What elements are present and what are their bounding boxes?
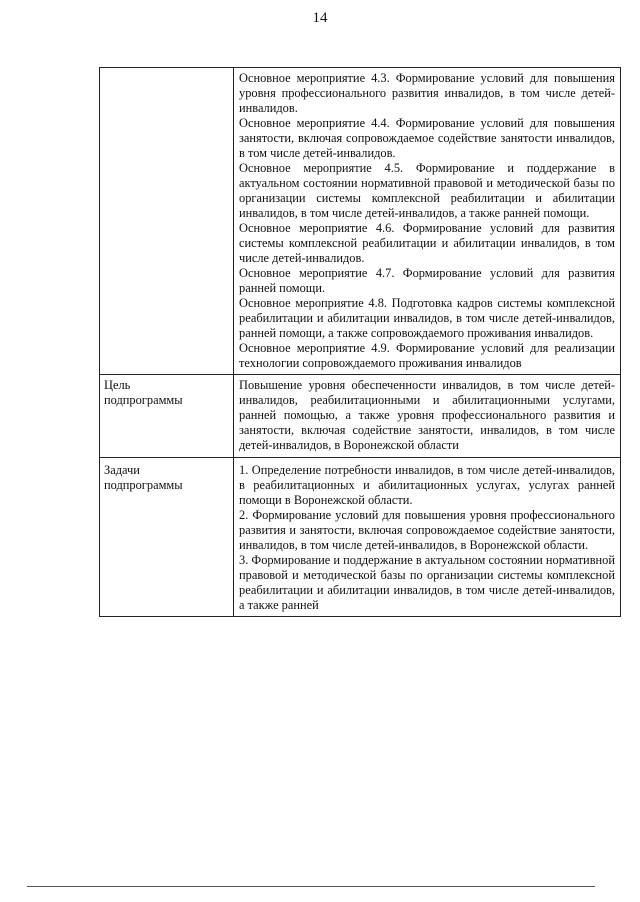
row-label-empty bbox=[100, 68, 234, 375]
activity-4-5: Основное мероприятие 4.5. Формирование и поддержание в актуальном состоянии нормативной правовой и методической базы по организации системы комплексной реабилитации и абилитации инвалидов, в том числе детей-инвалидов, а также ранней помощи. bbox=[239, 161, 615, 220]
table-row-main-activities bbox=[100, 68, 621, 375]
activity-4-3: Основное мероприятие 4.3. Формирование условий для повышения уровня профессионального развития инвалидов, в том числе детей-инвалидов. bbox=[239, 71, 615, 115]
subprogram-passport-table bbox=[99, 67, 621, 617]
tasks-label-cell bbox=[100, 458, 234, 617]
activity-4-4: Основное мероприятие 4.4. Формирование условий для повышения занятости, включая сопровождаемое содействие занятости инвалидов, в том числе детей-инвалидов. bbox=[239, 116, 615, 160]
table-row-goal bbox=[100, 375, 621, 458]
page-number: 14 bbox=[312, 10, 328, 26]
task-1: 1. Определение потребности инвалидов, в том числе детей-инвалидов, в реабилитационных и абилитационных услугах, услугах ранней помощи в Воронежской области. bbox=[239, 463, 615, 507]
goal-label-line1: Цель bbox=[104, 378, 131, 392]
goal-text: Повышение уровня обеспеченности инвалидов, в том числе детей-инвалидов, реабилитационными и абилитационными услугами, ранней помощью, а также уровня профессионального развития и занятости, включая содействие занятости, инвалидов, в том числе детей-инвалидов, в Воронежской области bbox=[239, 378, 615, 452]
page-bottom-divider bbox=[27, 886, 595, 887]
tasks-label-line2: подпрограммы bbox=[104, 478, 183, 492]
activity-4-6: Основное мероприятие 4.6. Формирование условий для развития системы комплексной реабилитации и абилитации инвалидов, в том числе детей-инвалидов. bbox=[239, 221, 615, 265]
goal-label-line2: подпрограммы bbox=[104, 393, 183, 407]
goal-label-cell bbox=[100, 375, 234, 458]
tasks-label-line1: Задачи bbox=[104, 463, 140, 477]
goal-text-cell bbox=[234, 375, 621, 458]
activity-4-7: Основное мероприятие 4.7. Формирование условий для развития ранней помощи. bbox=[239, 266, 615, 295]
table-row-tasks bbox=[100, 458, 621, 617]
activity-4-8: Основное мероприятие 4.8. Подготовка кадров системы комплексной реабилитации и абилитации инвалидов, в том числе детей-инвалидов, ранней помощи, а также сопровождаемого проживания инвалидов. bbox=[239, 296, 615, 340]
activity-4-9: Основное мероприятие 4.9. Формирование условий для реализации технологии сопровождаемого проживания инвалидов bbox=[239, 341, 615, 370]
task-3: 3. Формирование и поддержание в актуальном состоянии нормативной правовой и методической базы по организации системы комплексной реабилитации и абилитации инвалидов, в том числе детей-инвалидов, а также ранней bbox=[239, 553, 615, 612]
main-activities-cell bbox=[234, 68, 621, 375]
task-2: 2. Формирование условий для повышения уровня профессионального развития и занятости, включая сопровождаемое содействие занятости, инвалидов, в том числе детей-инвалидов, в Воронежской области. bbox=[239, 508, 615, 552]
tasks-text-cell bbox=[234, 458, 621, 617]
